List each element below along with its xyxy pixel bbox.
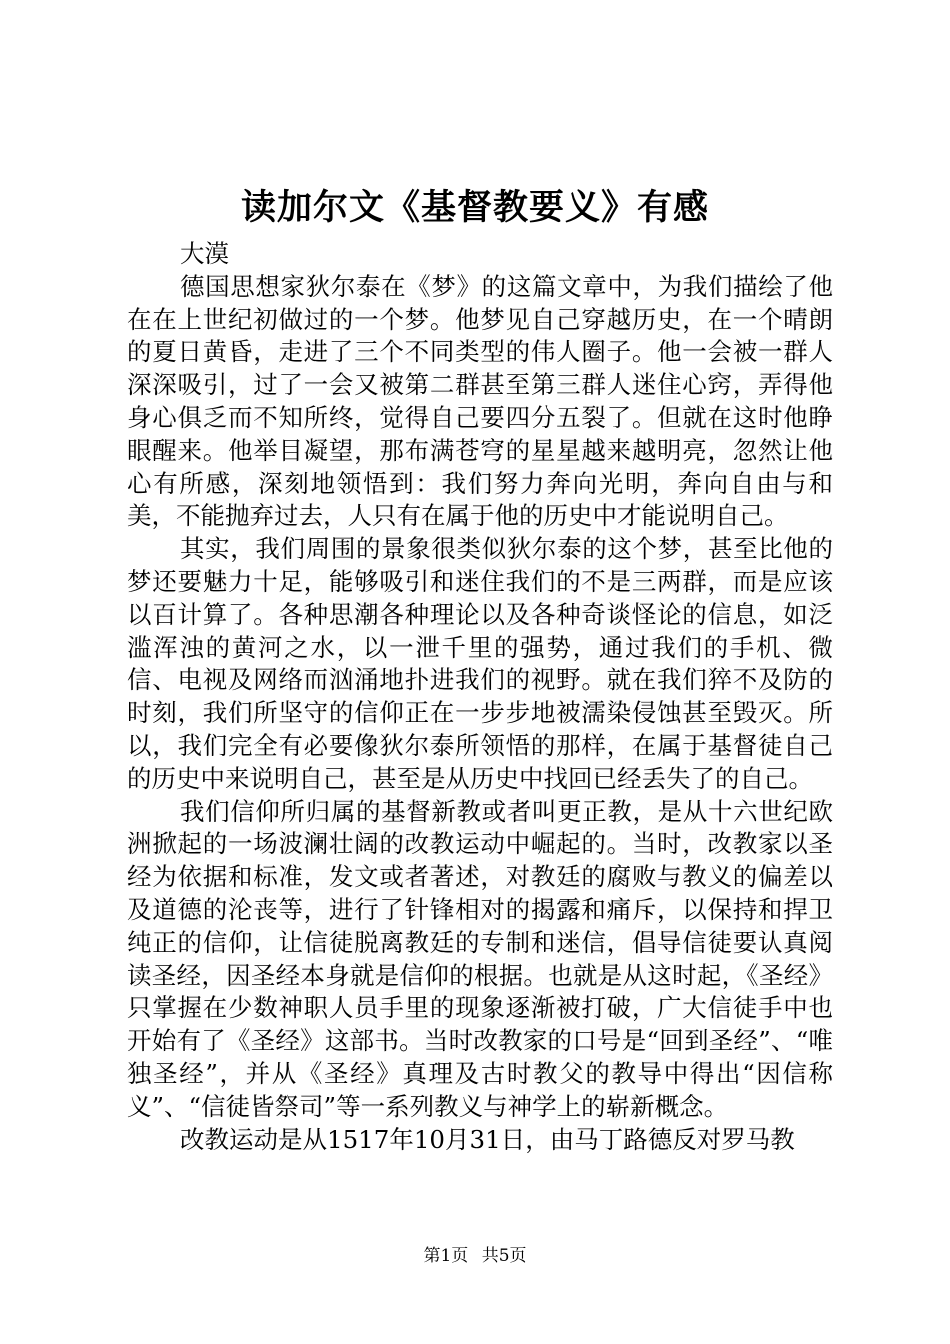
- body-paragraph: 其实，我们周围的景象很类似狄尔泰的这个梦，甚至比他的梦还要魅力十足，能够吸引和迷住我们的不是三两群，而是应该以百计算了。各种思潮各种理论以及各种奇谈怪论的信息，如泛滥浑浊的黄河之水，以一泄千里的强势，通过我们的手机、微信、电视及网络而汹涌地扑进我们的视野。就在我们猝不及防的时刻，我们所坚守的信仰正在一步步地被濡染侵蚀甚至毁灭。所以，我们完全有必要像狄尔泰所领悟的那样，在属于基督徒自己的历史中来说明自己，甚至是从历史中找回已经丢失了的自己。: [127, 534, 833, 793]
- document-body: [127, 238, 833, 1156]
- body-paragraph: 德国思想家狄尔泰在《梦》的这篇文章中，为我们描绘了他在在上世纪初做过的一个梦。他梦见自己穿越历史，在一个晴朗的夏日黄昏，走进了三个不同类型的伟人圈子。他一会被一群人深深吸引，过了一会又被第二群甚至第三群人迷住心窍，弄得他身心俱乏而不知所终，觉得自己要四分五裂了。但就在这时他睁眼醒来。他举目凝望，那布满苍穹的星星越来越明亮，忽然让他心有所感，深刻地领悟到：我们努力奔向光明，奔向自由与和美，不能抛弃过去，人只有在属于他的历史中才能说明自己。: [127, 271, 833, 531]
- body-paragraph: 改教运动是从1517年10月31日，由马丁路德反对罗马教: [180, 1124, 795, 1154]
- page-total: 共5页: [481, 1246, 527, 1266]
- document-title: 读加尔文《基督教要义》有感: [240, 187, 709, 228]
- page-number: 第1页: [423, 1246, 469, 1266]
- page-footer: [0, 1244, 950, 1268]
- author-name: 大漠: [180, 239, 229, 268]
- body-paragraph: 我们信仰所归属的基督新教或者叫更正教，是从十六世纪欧洲掀起的一场波澜壮阔的改教运动中崛起的。当时，改教家以圣经为依据和标准，发文或者著述，对教廷的腐败与教义的偏差以及道德的沦丧等，进行了针锋相对的揭露和痛斥，以保持和捍卫纯正的信仰，让信徒脱离教廷的专制和迷信，倡导信徒要认真阅读圣经，因圣经本身就是信仰的根据。也就是从这时起，《圣经》只掌握在少数神职人员手里的现象逐渐被打破，广大信徒手中也开始有了《圣经》这部书。当时改教家的口号是“回到圣经”、“唯独圣经”，并从《圣经》真理及古时教父的教导中得出“因信称义”、“信徒皆祭司”等一系列教义与神学上的崭新概念。: [127, 796, 833, 1121]
